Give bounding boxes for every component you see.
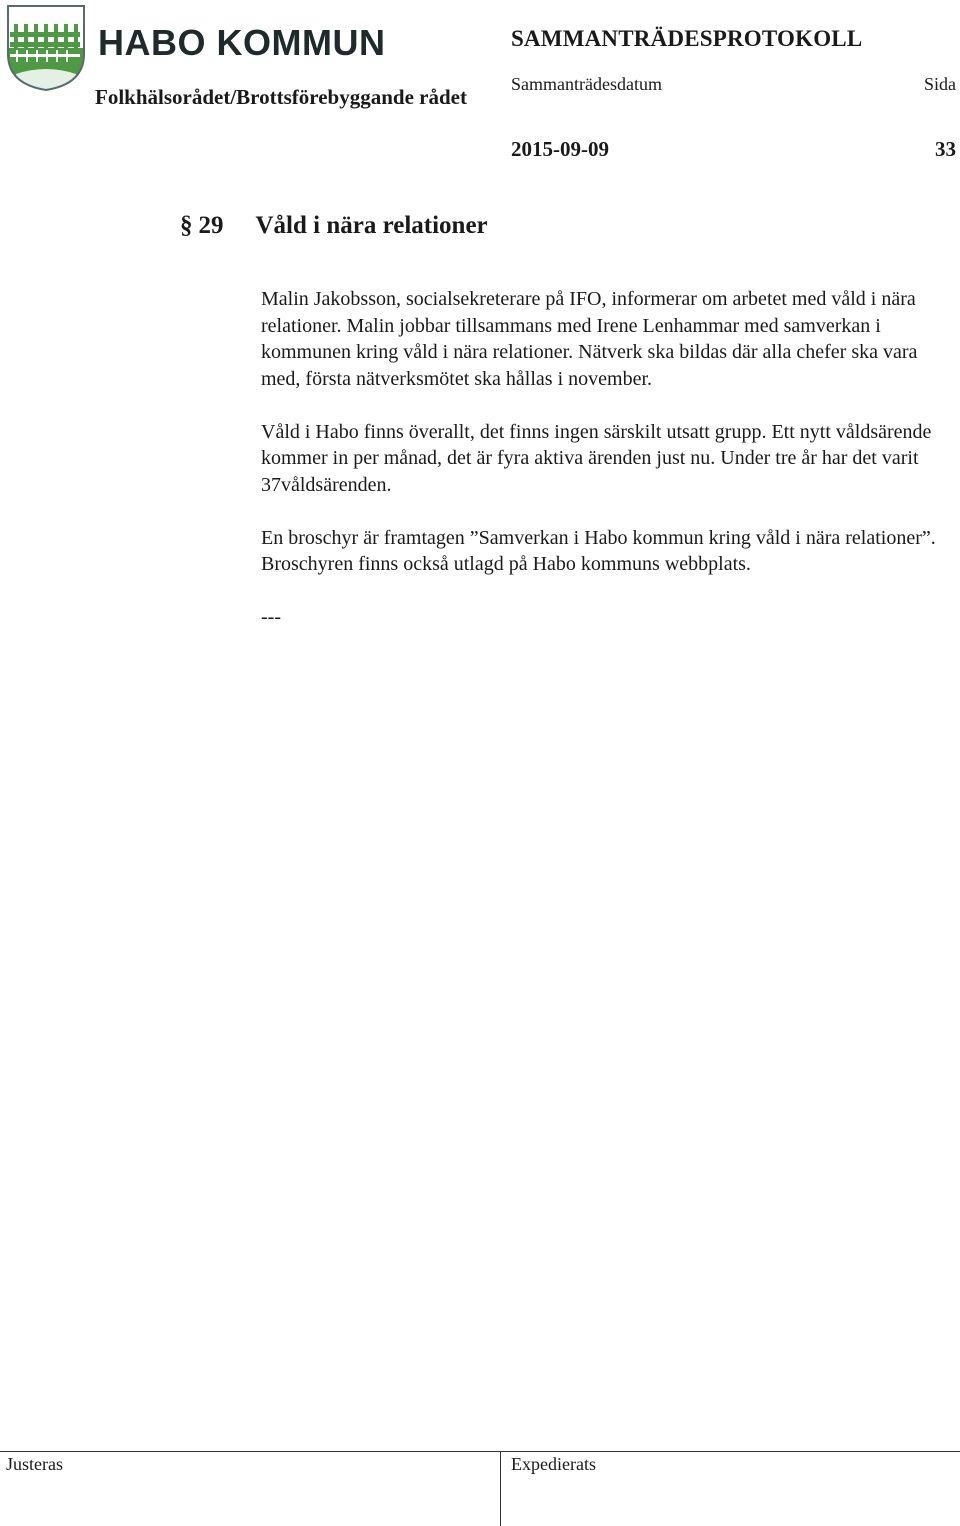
footer-divider (500, 1451, 501, 1526)
coat-of-arms-icon (6, 4, 86, 92)
section-separator: --- (261, 606, 281, 628)
logo-text: HABO KOMMUN (98, 22, 386, 63)
document-type: SAMMANTRÄDESPROTOKOLL (511, 26, 863, 51)
footer-rule (0, 1451, 960, 1452)
meeting-date: 2015-09-09 (511, 137, 609, 161)
expedierats-label: Expedierats (511, 1454, 596, 1474)
paragraph-sign: § (180, 212, 193, 239)
justeras-label: Justeras (6, 1454, 63, 1474)
paragraph: Malin Jakobsson, socialsekreterare på IFO, informerar om arbetet med våld i nära relationer. Malin jobbar tillsammans med Irene Lenhammar med samverkan i kommunen kring våld i nära relationer. Nätverk ska bildas där alla chefer ska vara med, första nätverksmötet ska hållas i november. (261, 288, 918, 390)
section-title: Våld i nära relationer (255, 212, 488, 239)
paragraph: En broschyr är framtagen ”Samverkan i Habo kommun kring våld i nära relationer”. Broschyren finns också utlagd på Habo kommuns webbplats. (261, 526, 936, 575)
section-body (261, 286, 960, 631)
meeting-date-label: Sammanträdesdatum (511, 74, 662, 94)
habo-kommun-logo (6, 4, 386, 94)
paragraph: Våld i Habo finns överallt, det finns ingen särskilt utsatt grupp. Ett nytt våldsärende kommer in per månad, det är fyra aktiva ärenden just nu. Under tre år har det varit 37våldsärenden. (261, 420, 932, 496)
section-heading (180, 212, 488, 240)
page-label: Sida (923, 74, 956, 94)
section-number: 29 (198, 212, 224, 239)
page-number: 33 (935, 137, 956, 161)
committee-name: Folkhälsorådet/Brottsförebyggande rådet (95, 85, 467, 109)
